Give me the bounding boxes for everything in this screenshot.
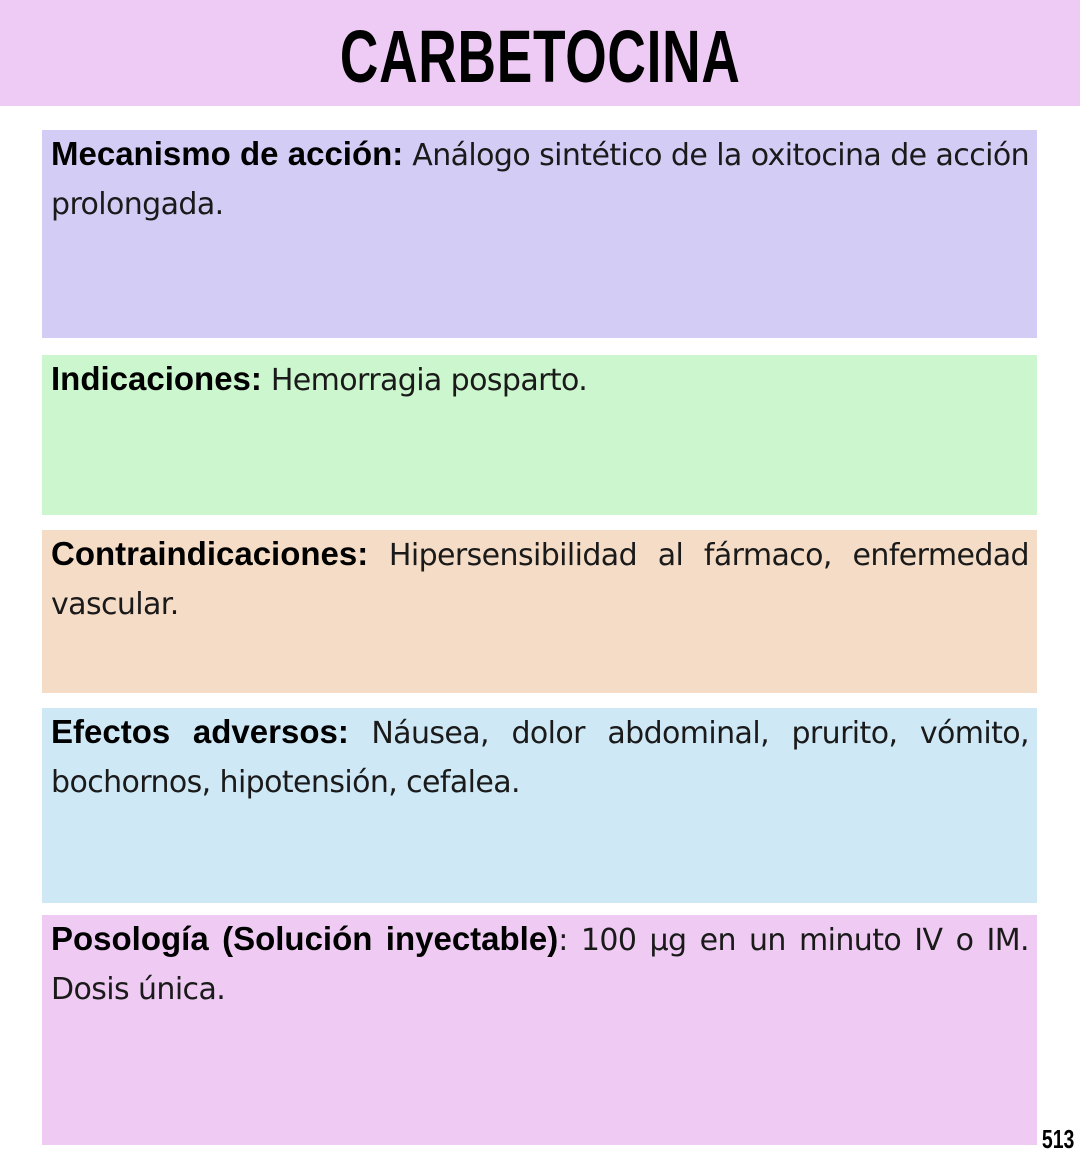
section-mechanism [42, 130, 1037, 338]
section-label: Efectos adversos: [51, 713, 349, 750]
section-label: Indicaciones: [51, 360, 262, 397]
section-text: Hemorragia posparto. [261, 363, 588, 398]
section-label: Contraindicaciones: [51, 535, 369, 572]
section-label: Mecanismo de acción: [51, 135, 404, 172]
section-indications [42, 355, 1037, 515]
section-adverse-effects [42, 708, 1037, 903]
page-title: CARBETOCINA [339, 15, 741, 98]
section-label: Posología (Solución inyectable) [51, 920, 559, 957]
section-dosage [42, 915, 1037, 1145]
section-text: Náusea, dolor abdominal, prurito, vómito, bochornos, hipotensión, cefalea. [51, 716, 1029, 800]
section-text: Hipersensibilidad al fármaco, enfermedad vascular. [51, 538, 1029, 622]
section-text: Análogo sintético de la oxitocina de acción prolongada. [51, 138, 1030, 222]
section-contraindications [42, 530, 1037, 693]
section-text: : 100 µg en un minuto IV o IM. Dosis única. [51, 923, 1029, 1007]
title-banner [0, 0, 1080, 106]
page-number: 513 [1041, 1124, 1074, 1154]
